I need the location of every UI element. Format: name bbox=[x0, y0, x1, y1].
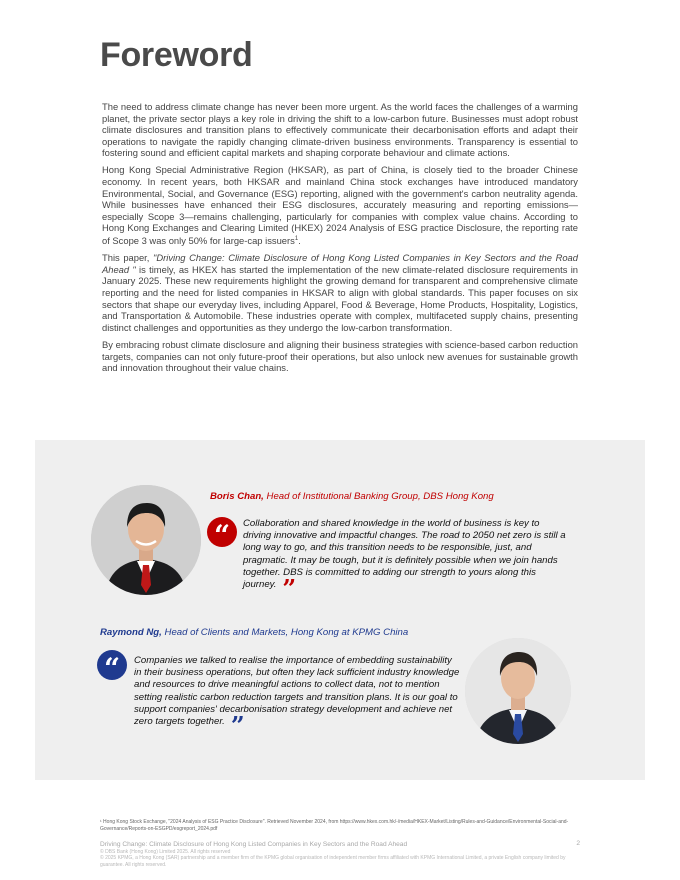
portrait-icon bbox=[465, 638, 571, 744]
quote-panel bbox=[35, 440, 645, 780]
page-number: 2 bbox=[576, 840, 580, 847]
close-quote-icon: ” bbox=[230, 711, 245, 741]
speaker-2 bbox=[100, 627, 408, 638]
open-quote-icon: “ bbox=[97, 650, 127, 680]
boris-chan-photo bbox=[91, 485, 201, 595]
speaker-1-role: Head of Institutional Banking Group, DBS Hong Kong bbox=[263, 491, 494, 502]
footer-doc-title: Driving Change: Climate Disclosure of Hong Kong Listed Companies in Key Sectors and the Road Ahead bbox=[100, 841, 408, 848]
footnote: ¹ Hong Kong Stock Exchange, "2024 Analysis of ESG Practice Disclosure". Retrieved November 2024, from https://www.hkex.com.hk/-/media/HKEX-Market/Listing/Rules-and-Guidance/Environmental-Social-and-Governance/Reports-on-ESGPD/esgreport_2024.pdf bbox=[100, 819, 569, 832]
paragraph-4: By embracing robust climate disclosure and aligning their business strategies with science-based carbon reduction targets, companies can not only future-proof their operations, but also unlock new avenues for sustainable growth and innovation throughout their value chains. bbox=[102, 338, 578, 374]
paragraph-1: The need to address climate change has never been more urgent. As the world faces the challenges of a warming planet, the private sector plays a key role in driving the shift to a low-carbon future. Businesses must adopt robust climate disclosures and transition plans to effectively communicate their decarbonisation efforts and adapt their operations to navigate the rapidly changing climate-driven business environments. Transparency is essential to fostering sound and efficient capital markets and shaping corporate behaviour and climate actions. bbox=[102, 101, 578, 159]
speaker-2-role: Head of Clients and Markets, Hong Kong at KPMG China bbox=[161, 627, 409, 638]
paragraph-3 bbox=[102, 252, 578, 333]
footnote-ref[interactable]: 1 bbox=[294, 236, 299, 243]
paper-title: "Driving Change: Climate Disclosure of Hong Kong Listed Companies in Key Sectors and the Road Ahead " bbox=[102, 252, 578, 275]
paragraph-3-lead: This paper, bbox=[102, 252, 154, 264]
paragraph-2-text: Hong Kong Special Administrative Region (HKSAR), as part of China, is closely tied to the broader Chinese economy. In recent years, both HKSAR and mainland China stock exchanges have introduced mandatory Environmental, Social, and Governance (ESG) reporting, aligned with the government's carbon neutrality agenda. While businesses have enhanced their ESG disclosures, accurately measuring and reporting emissions—especially Scope 3—remains challenging, particularly for companies with complex value chains. According to Hong Kong Exchanges and Clearing Limited (HKEX) 2024 Analysis of ESG practice Disclosure, the reporting rate of Scope 3 was only 50% for large-cap issuers bbox=[102, 164, 578, 247]
speaker-2-name: Raymond Ng, bbox=[100, 627, 162, 638]
quote-1 bbox=[243, 518, 569, 604]
raymond-ng-photo bbox=[465, 638, 571, 744]
quote-1-text: Collaboration and shared knowledge in the world of business is key to driving innovative and impactful changes. The road to 2050 net zero is still a long way to go, and this transition needs to be responsible, just, and pragmatic. It may be tough, but it is definitely possible when we join hands together. DBS is committed to adding our strength to yours along this journey. bbox=[243, 518, 566, 591]
portrait-icon bbox=[91, 485, 201, 595]
foreword-body bbox=[102, 101, 578, 379]
quote-2-text: Companies we talked to realise the importance of embedding sustainability in their business operations, but often they lack sufficient industry knowledge and resources to drive meaningful actions to collect data, not to mention setting realistic carbon reduction targets and transition plans. It is our goal to support companies' decarbonisation strategy development and achieve net zero targets together. bbox=[134, 655, 460, 728]
speaker-1-name: Boris Chan, bbox=[210, 491, 264, 502]
speaker-1 bbox=[210, 491, 494, 502]
paragraph-2 bbox=[102, 164, 578, 246]
copyright-dbs: © DBS Bank (Hong Kong) Limited 2025. All rights reserved bbox=[100, 849, 231, 855]
paragraph-3-text: is timely, as HKEX has started the implementation of the new climate-related disclosure requirements in January 2025. These new requirements highlight the growing demand for transparent and comprehensive climate reporting and the need for listed companies in HKSAR to align with global standards. This paper focuses on six sectors that shape our everyday lives, including Apparel, Food & Beverage, Home Products, Hospitality, Logistics, and Transportation & Automobile. These industries operate with complex, multifaceted supply chains, presenting distinct challenges and opportunities as they undergo the low-carbon transformation. bbox=[102, 263, 578, 333]
paragraph-2-end: . bbox=[298, 235, 301, 247]
quote-2 bbox=[134, 655, 460, 741]
page-footer bbox=[100, 841, 580, 868]
page-title: Foreword bbox=[100, 36, 253, 74]
close-quote-icon: ” bbox=[282, 574, 297, 604]
copyright-kpmg: © 2025 KPMG, a Hong Kong (SAR) partnership and a member firm of the KPMG global organisation of independent member firms affiliated with KPMG International Limited, a private English company limited by guarantee. All rights reserved. bbox=[100, 855, 566, 868]
open-quote-icon: “ bbox=[207, 517, 237, 547]
